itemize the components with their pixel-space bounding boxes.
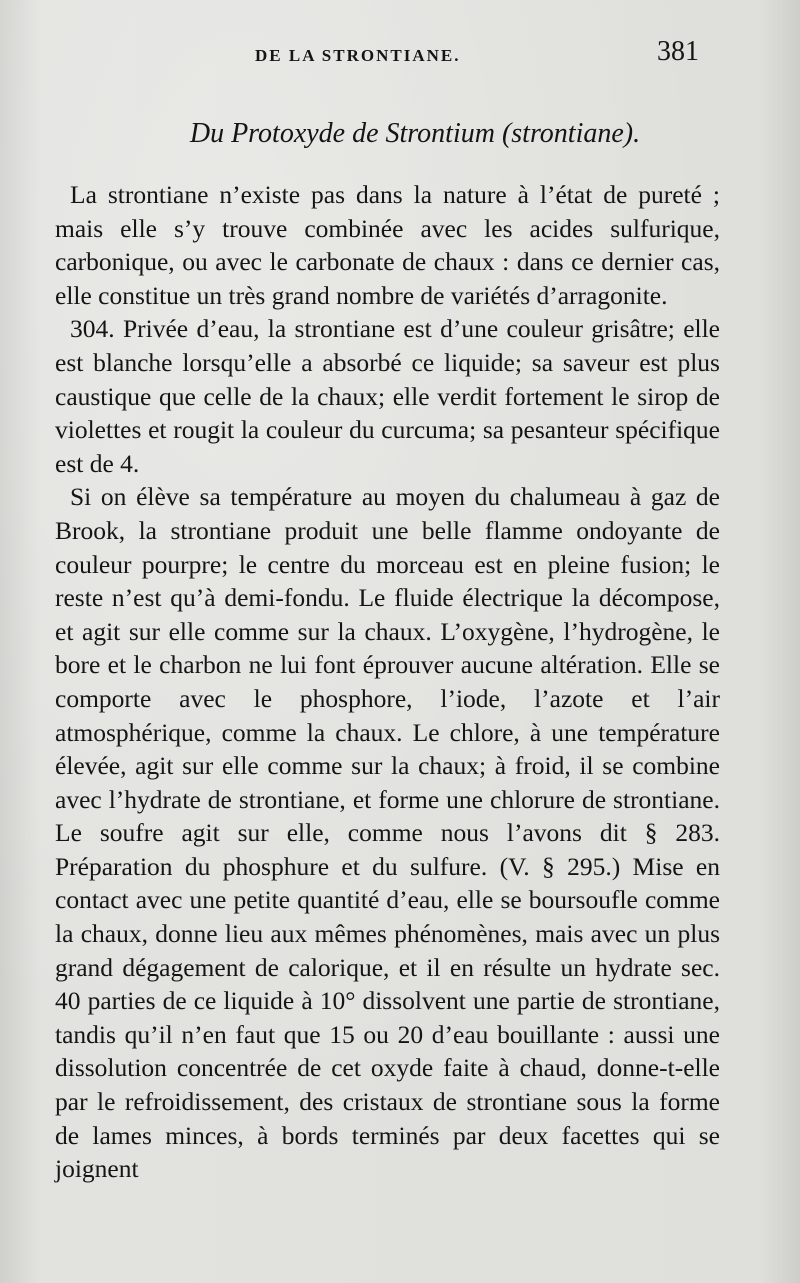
running-header bbox=[0, 36, 800, 76]
paragraph-intro: La strontiane n’existe pas dans la nature à l’état de pureté ; mais elle s’y trouve combinée avec les acides sulfurique, carbonique, ou avec le carbonate de chaux : dans ce dernier cas, elle constitue un très grand nombre de variétés d’arragonite. bbox=[55, 180, 720, 310]
paragraph-temperature: Si on élève sa température au moyen du chalumeau à gaz de Brook, la strontiane produit une belle flamme ondoyante de couleur pourpre; le centre du morceau est en pleine fusion; le reste n’est qu’à demi-fondu. Le fluide électrique la décompose, et agit sur elle comme sur la chaux. L’oxygène, l’hydrogène, le bore et le charbon ne lui font éprouver aucune altération. Elle se comporte avec le phosphore, l’iode, l’azote et l’air atmosphérique, comme la chaux. Le chlore, à une température élevée, agit sur elle comme sur la chaux; à froid, il se combine avec l’hydrate de strontiane, et forme une chlorure de strontiane. Le soufre agit sur elle, comme nous l’avons dit § 283. Préparation du phosphure et du sulfure. (V. § 295.) Mise en contact avec une petite quantité d’eau, elle se boursoufle comme la chaux, donne lieu aux mêmes phénomènes, mais avec un plus grand dégagement de calorique, et il en résulte un hydrate sec. 40 parties de ce liquide à 10° dissolvent une partie de strontiane, tandis qu’il n’en faut que 15 ou 20 d’eau bouillante : aussi une dissolution concentrée de cet oxyde faite à chaud, donne-t-elle par le refroidissement, des cristaux de strontiane sous la forme de lames minces, à bords terminés par deux facettes qui se joignent bbox=[55, 482, 720, 1184]
paragraph-304: 304. Privée d’eau, la strontiane est d’une couleur grisâtre; elle est blanche lorsqu’elle a absorbé ce liquide; sa saveur est plus caustique que celle de la chaux; elle verdit fortement le sirop de violettes et rougit la couleur du curcuma; sa pesanteur spécifique est de 4. bbox=[55, 314, 720, 478]
running-title: DE LA STRONTIANE. bbox=[255, 46, 461, 65]
body-text bbox=[55, 178, 720, 1186]
section-title: Du Protoxyde de Strontium (strontiane). bbox=[189, 118, 641, 149]
page-number: 381 bbox=[657, 36, 699, 67]
